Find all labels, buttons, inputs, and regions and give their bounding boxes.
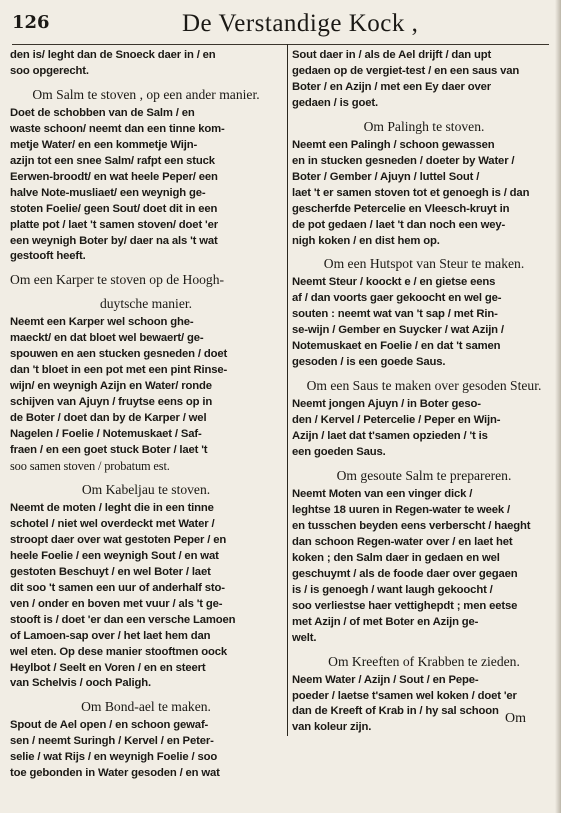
- text-line: Boter / en Azijn / met een Ey daer over: [292, 80, 492, 93]
- text-line: gedaen op de vergiet-test / en een saus van: [292, 64, 520, 77]
- page-number: 126: [12, 12, 50, 33]
- text-line: dan de Kreeft of Krab in / hy sal schoon: [292, 705, 499, 718]
- text-line: de Boter / doet dan by de Karper / wel: [10, 412, 207, 425]
- text-line: dit soo 't samen een uur of anderhalf sto-: [10, 581, 225, 594]
- recipe-heading: Om Salm te stoven , op een ander manier.: [32, 86, 260, 102]
- text-line: Azijn / laet dat t'samen opzieden / 't is: [292, 430, 488, 443]
- text-line: koken ; den Salm daer in gedaen en wel: [292, 551, 500, 564]
- text-line: dan schoon Regen-water over / en laet het: [292, 535, 513, 548]
- text-line: platte pot / laet 't samen stoven/ doet 'er: [10, 218, 218, 231]
- recipe-heading: Om Kreeften of Krabben te zieden.: [328, 653, 520, 669]
- text-line: den is/ leght dan de Snoeck daer in / en: [10, 49, 216, 61]
- text-line: wijn/ en weynigh Azijn en Water/ ronde: [10, 380, 212, 393]
- text-line: sen / neemt Suringh / Kervel / en Peter-: [10, 735, 214, 748]
- text-line: met Azijn / of met Boter en Azijn ge-: [292, 615, 479, 628]
- recipe-heading: Om Kabeljau te stoven.: [81, 481, 211, 497]
- text-line: souten : neemt wat van 't sap / met Rin-: [292, 308, 498, 321]
- text-line: stoten Foelie/ geen Sout/ doet dit in een: [10, 202, 218, 215]
- text-line: en in stucken gesneden / doeter by Water /: [292, 154, 515, 167]
- text-line: gestooft heeft.: [10, 250, 86, 263]
- text-line: schijven van Ajuyn / fruytse eens op in: [10, 396, 213, 409]
- right-column: [292, 48, 556, 736]
- recipe-heading: Om een Hutspot van Steur te maken.: [323, 256, 525, 272]
- text-line: Neemt de moten / leght die in een tinne: [10, 501, 214, 514]
- text-line: Neemt een Palingh / schoon gewassen: [292, 138, 495, 151]
- text-line: Boter / Gember / Ajuyn / luttel Sout /: [292, 170, 480, 183]
- recipe-heading: Om een Karper te stoven op de Hoogh-: [10, 272, 225, 288]
- column-divider: [287, 44, 288, 736]
- text-line: Neemt een Karper wel schoon ghe-: [10, 316, 194, 329]
- left-column: [10, 48, 282, 782]
- text-line: poeder / laetse t'samen wel koken / doet 'er: [292, 689, 517, 702]
- text-line: stooft is / doet 'er dan een versche Lamoen: [10, 613, 236, 626]
- text-line: welt.: [292, 631, 317, 644]
- text-line: Neemt Moten van een vinger dick /: [292, 488, 473, 501]
- text-line: laet 't er samen stoven tot et genoegh is / dan: [292, 186, 530, 199]
- text-line: fraen / en een goet stuck Boter / laet 't: [10, 444, 208, 457]
- text-line: Eerwen-broodt/ en wat heele Peper/ een: [10, 170, 218, 183]
- text-line: gesoden / is een goede Saus.: [292, 356, 446, 369]
- text-line: Notemuskaet en Foelie / en dat 't samen: [292, 340, 501, 353]
- text-line: Neemt Steur / koockt e / en gietse eens: [292, 276, 496, 289]
- text-line: van koleur zijn.: [292, 721, 372, 734]
- text-line: Doet de schobben van de Salm / en: [10, 106, 195, 119]
- recipe-heading: duytsche manier.: [99, 296, 193, 312]
- catchword: Om: [505, 711, 526, 726]
- text-line: soo samen stoven / probatum est.: [10, 459, 170, 474]
- recipe-heading: Om gesoute Salm te prepareren.: [336, 468, 512, 484]
- text-line: af / dan voorts gaer gekoocht en wel ge-: [292, 292, 502, 305]
- text-line: en tusschen beyden eens verberscht / haeght: [292, 519, 531, 532]
- text-line: Nagelen / Foelie / Notemuskaet / Saf-: [10, 428, 202, 441]
- text-line: schotel / niet wel overdeckt met Water /: [10, 517, 215, 530]
- text-line: ven / onder en boven met vuur / als 't ge-: [10, 597, 223, 610]
- text-line: Heylbot / Seelt en Voren / en en steert: [10, 661, 206, 674]
- text-line: een weynigh Boter by/ daer na als 't wat: [10, 234, 218, 247]
- text-line: een goeden Saus.: [292, 446, 386, 459]
- text-line: of Lamoen-sap over / het laet hem dan: [10, 629, 211, 642]
- text-line: de pot gedaen / laet 't dan noch een wey-: [292, 218, 506, 231]
- recipe-heading: Om Bond-ael te maken.: [81, 699, 211, 715]
- text-line: gestoten Beschuyt / en wel Boter / laet: [10, 565, 211, 578]
- recipe-heading: Om een Saus te maken over gesoden Steur.: [306, 378, 542, 394]
- text-line: halve Note-musliaet/ een weynigh ge-: [10, 186, 206, 199]
- text-line: soo verliestse haer vettighepdt ; men eetse: [292, 599, 518, 612]
- text-line: is / is genoegh / want laugh gekoocht /: [292, 583, 493, 596]
- text-line: gescherfde Petercelie en Vleesch-kruyt in: [292, 202, 510, 215]
- text-line: Spout de Ael open / en schoon gewaf-: [10, 719, 209, 732]
- text-line: waste schoon/ neemt dan een tinne kom-: [10, 122, 225, 135]
- text-line: geschuymt / als de foode daer over gegaen: [292, 567, 518, 580]
- text-line: se-wijn / Gember en Suycker / wat Azijn /: [292, 324, 504, 337]
- text-line: dan 't bloet in een pot met een pint Rinse-: [10, 364, 228, 377]
- text-line: Neemt jongen Ajuyn / in Boter geso-: [292, 398, 481, 411]
- text-line: metje Water/ en een kommetje Wijn-: [10, 138, 198, 151]
- text-line: selie / wat Rijs / en weynigh Foelie / soo: [10, 751, 218, 764]
- recipe-heading: Om Palingh te stoven.: [363, 118, 485, 134]
- text-line: leghtse 18 uuren in Regen-water te week /: [292, 503, 510, 516]
- text-line: spouwen en aen stucken gesneden / doet: [10, 348, 228, 361]
- text-line: maeckt/ en dat bloet wel bewaert/ ge-: [10, 332, 204, 345]
- page-edge-shadow: [555, 0, 561, 813]
- text-line: van Schelvis / ooch Paligh.: [10, 677, 151, 690]
- text-line: gedaen / is goet.: [292, 96, 378, 109]
- running-title: De Verstandige Kock ,: [182, 10, 419, 37]
- text-line: stroopt daer over wat gestoten Peper / en: [10, 533, 227, 546]
- text-line: Neem Water / Azijn / Sout / en Pepe-: [292, 673, 479, 686]
- page-header: [12, 8, 549, 45]
- text-line: nigh koken / en dist hem op.: [292, 234, 440, 247]
- text-line: toe gebonden in Water gesoden / en wat: [10, 767, 220, 780]
- text-line: wel eten. Op dese manier stooftmen oock: [10, 645, 228, 658]
- text-line: den / Kervel / Petercelie / Peper en Wijn-: [292, 414, 501, 427]
- text-line: azijn tot een snee Salm/ rafpt een stuck: [10, 154, 215, 167]
- text-line: soo opgerecht.: [10, 64, 89, 77]
- text-line: Sout daer in / als de Ael drijft / dan upt: [292, 49, 492, 61]
- text-line: heele Foelie / een weynigh Sout / en wat: [10, 549, 219, 562]
